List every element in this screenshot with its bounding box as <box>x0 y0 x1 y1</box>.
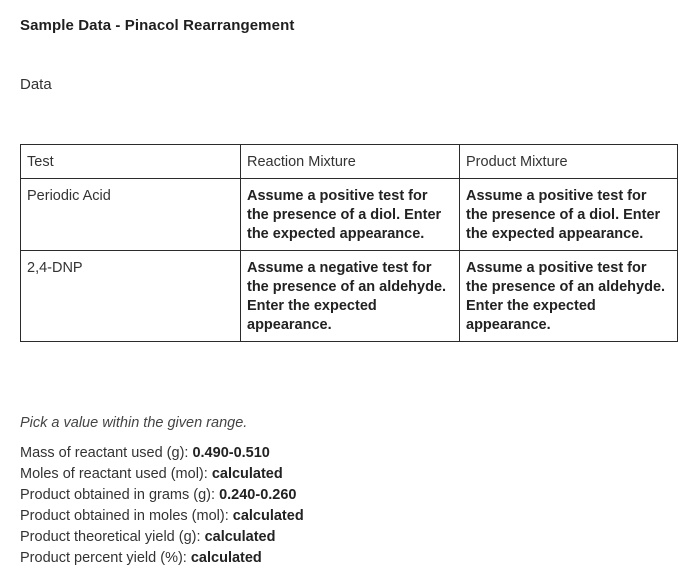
parameter-label: Product obtained in moles (mol): <box>20 508 233 524</box>
parameter-label: Product theoretical yield (g): <box>20 529 205 545</box>
table-header-row <box>21 145 678 179</box>
parameter-label: Moles of reactant used (mol): <box>20 466 212 482</box>
parameter-value: calculated <box>190 550 262 566</box>
test-name-cell: 2,4-DNP <box>21 251 241 342</box>
parameter-value: calculated <box>204 529 276 545</box>
product-mixture-cell: Assume a positive test for the presence of a diol. Enter the expected appearance. <box>460 179 678 251</box>
section-label-data: Data <box>20 76 52 93</box>
reaction-mixture-cell: Assume a negative test for the presence of an aldehyde. Enter the expected appearance. <box>241 251 460 342</box>
parameter-list <box>20 443 304 569</box>
list-item <box>20 485 304 506</box>
product-mixture-cell: Assume a positive test for the presence of an aldehyde. Enter the expected appearance. <box>460 251 678 342</box>
table-row <box>21 251 678 342</box>
list-item <box>20 527 304 548</box>
parameter-label: Product percent yield (%): <box>20 550 191 566</box>
list-item <box>20 464 304 485</box>
page-title: Sample Data - Pinacol Rearrangement <box>20 17 295 34</box>
list-item <box>20 506 304 527</box>
reaction-mixture-cell: Assume a positive test for the presence of a diol. Enter the expected appearance. <box>241 179 460 251</box>
header-test: Test <box>21 145 241 179</box>
parameter-value: 0.490-0.510 <box>192 445 270 461</box>
range-note: Pick a value within the given range. <box>20 415 248 431</box>
list-item <box>20 443 304 464</box>
parameter-value: 0.240-0.260 <box>219 487 297 503</box>
parameter-value: calculated <box>211 466 283 482</box>
header-product-mixture: Product Mixture <box>460 145 678 179</box>
test-name-cell: Periodic Acid <box>21 179 241 251</box>
table-row <box>21 179 678 251</box>
parameter-value: calculated <box>232 508 304 524</box>
data-table <box>20 144 678 342</box>
parameter-label: Product obtained in grams (g): <box>20 487 220 503</box>
header-reaction-mixture: Reaction Mixture <box>241 145 460 179</box>
parameter-label: Mass of reactant used (g): <box>20 445 193 461</box>
list-item <box>20 548 304 569</box>
